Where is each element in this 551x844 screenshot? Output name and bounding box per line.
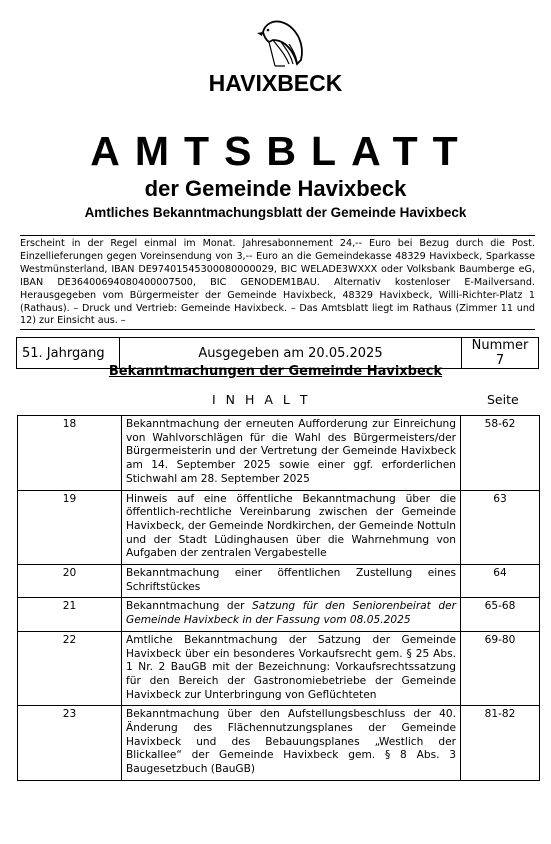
eagle-logo-icon (245, 18, 307, 68)
page-title: AMTSBLATT (90, 128, 473, 174)
table-row (18, 416, 540, 491)
seite-header: Seite (487, 392, 519, 407)
entry-description: Bekanntmachung über den Aufstellungsbeschluss der 40. Änderung des Flächennutzungsplanes der Gemeinde Havixbeck und des Bebauungsplanes „Westlich der Blickallee“ der Gemeinde Havixbeck gem. § 8 Abs. 3 Baugesetzbuch (BauGB) (122, 706, 461, 781)
entry-description: Amtliche Bekanntmachung der Satzung der Gemeinde Havixbeck über ein besonderes Vorkaufsrecht gem. § 25 Abs. 1 Nr. 2 BauGB mit der Bezeichnung: Vorkaufsrechtssatzung für den Bereich der Gastronomiebetriebe der Gemeinde Havixbeck zur Unterbringung von Geflüchteten (122, 631, 461, 706)
entry-pages: 81-82 (461, 706, 540, 781)
table-row (18, 706, 540, 781)
entry-number: 18 (18, 416, 122, 491)
inhalt-header: I N H A L T (212, 392, 311, 407)
entry-pages: 63 (461, 490, 540, 565)
table-row (18, 565, 540, 598)
table-row (18, 631, 540, 706)
jahrgang-cell: 51. Jahrgang (17, 338, 120, 369)
entry-description: Bekanntmachung einer öffentlichen Zustellung eines Schriftstückes (122, 565, 461, 598)
top-divider (20, 235, 535, 236)
entry-number: 20 (18, 565, 122, 598)
entry-number: 21 (18, 598, 122, 631)
entry-number: 22 (18, 631, 122, 706)
entry-pages: 69-80 (461, 631, 540, 706)
entry-description-italic: Satzung für den Seniorenbeirat der Gemeinde Havixbeck in der Fassung vom 08.05.2025 (126, 600, 456, 627)
contents-table (17, 415, 540, 781)
entry-pages: 58-62 (461, 416, 540, 491)
page-tagline: Amtliches Bekanntmachungsblatt der Gemeinde Havixbeck (84, 205, 467, 220)
nummer-cell: Nummer 7 (462, 338, 539, 369)
entry-description (122, 598, 461, 631)
publication-info: Erscheint in der Regel einmal im Monat. Jahresabonnement 24,-- Euro bei Bezug durch die Post. Einzellieferungen gegen Voreinsendung von 3,-- Euro an die Gemeindekasse 48329 Havixbeck, Sparkasse Westmünsterland, IBAN DE97401545300080000029, BIC WELADE3WXXX oder Volksbank Baumberge eG, IBAN DE36400694080400007500, BIC GENODEM1BAU. Alternativ kostenloser E-Mailversand. Herausgegeben vom Bürgermeister der Gemeinde Havixbeck, 48329 Havixbeck, Willi-Richter-Platz 1 (Rathaus). – Druck und Vertrieb: Gemeinde Havixbeck. – Das Amtsblatt liegt im Rathaus (Zimmer 11 und 12) zur Einsicht aus. – (20, 238, 535, 327)
entry-description-plain: Bekanntmachung der (126, 600, 253, 613)
table-row (18, 490, 540, 565)
table-row (18, 598, 540, 631)
entry-description: Hinweis auf eine öffentliche Bekanntmachung über die öffentlich-rechtliche Vereinbarung zwischen der Gemeinde Havixbeck, der Gemeinde Nordkirchen, der Gemeinde Nottuln und der Stadt Lüdinghausen über die Wahrnehmung von Aufgaben der zentralen Vergabestelle (122, 490, 461, 565)
bottom-divider (20, 329, 535, 330)
entry-description: Bekanntmachung der erneuten Aufforderung zur Einreichung von Wahlvorschlägen für die Wahl des Bürgermeisters/der Bürgermeisterin und der Vertretung der Gemeinde Havixbeck am 14. September 2025 sowie einer ggf. erforderlichen Stichwahl am 28. September 2025 (122, 416, 461, 491)
entry-pages: 64 (461, 565, 540, 598)
entry-pages: 65-68 (461, 598, 540, 631)
section-heading: Bekanntmachungen der Gemeinde Havixbeck (108, 364, 443, 379)
page-subtitle: der Gemeinde Havixbeck (144, 176, 407, 201)
ausgegeben-cell: Ausgegeben am 20.05.2025 (120, 338, 462, 369)
entry-number: 19 (18, 490, 122, 565)
brand-wordmark: HAVIXBECK (208, 70, 343, 96)
entry-number: 23 (18, 706, 122, 781)
